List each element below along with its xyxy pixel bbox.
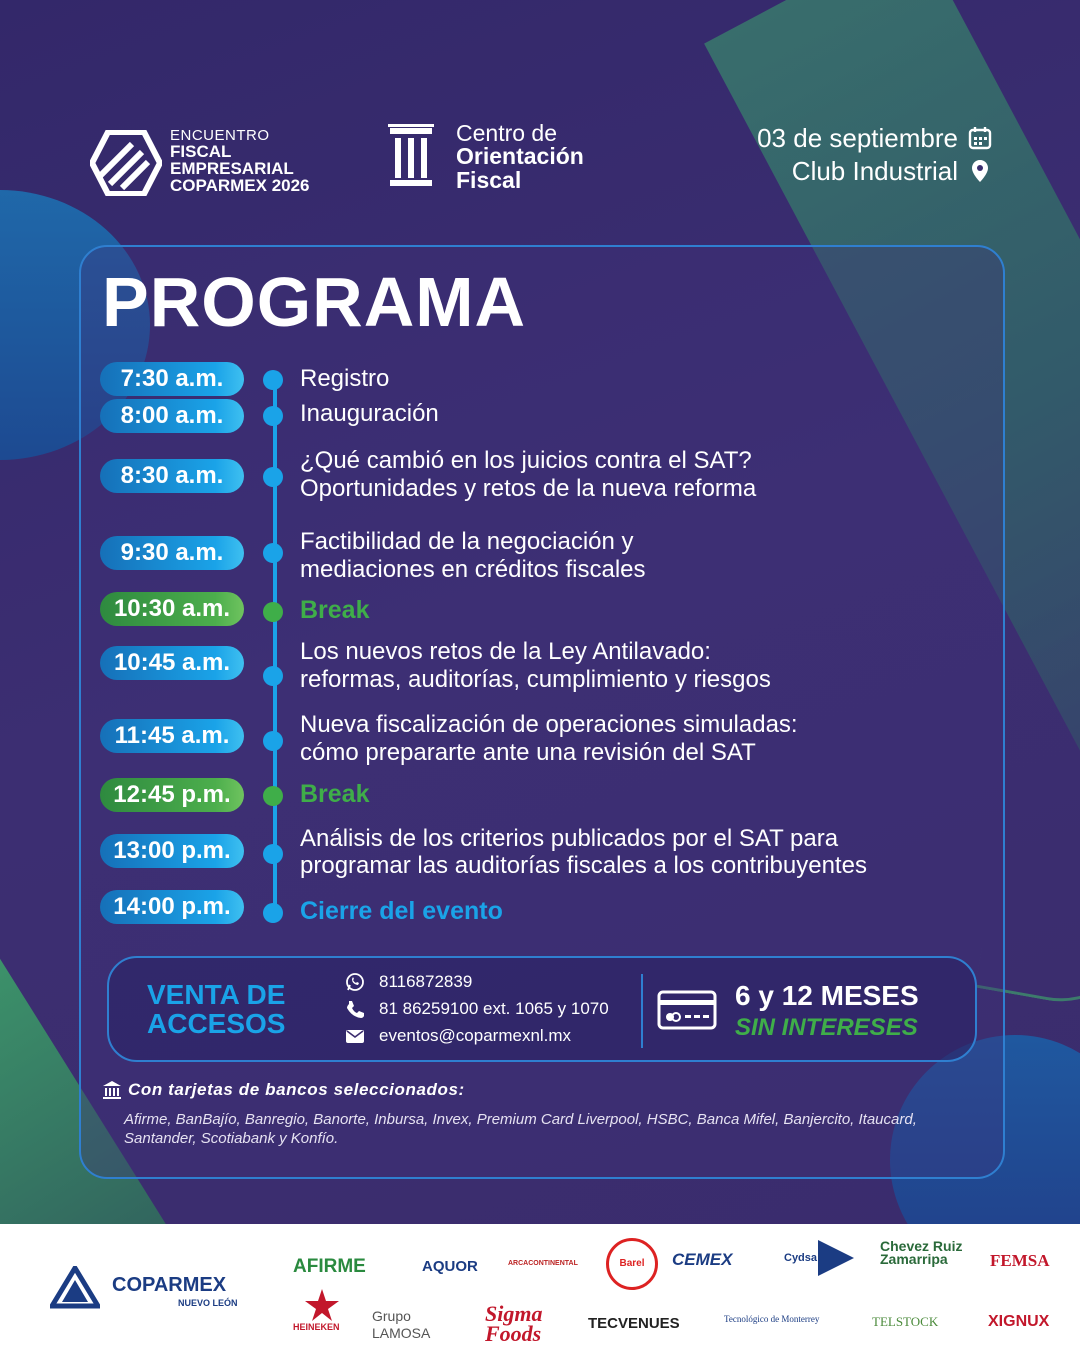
whatsapp-number[interactable]: 8116872839 <box>379 972 473 991</box>
cof-logo-line2: Orientación <box>456 143 584 170</box>
installments-no-interest: SIN INTERESES <box>735 1014 918 1041</box>
time-badge: 13:00 p.m. <box>100 834 244 868</box>
session-title: ¿Qué cambió en los juicios contra el SAT? <box>300 447 752 474</box>
time-badge: 7:30 a.m. <box>100 362 244 396</box>
sales-heading-line2: ACCESOS <box>147 1008 286 1039</box>
phone-number[interactable]: 81 86259100 ext. 1065 y 1070 <box>379 999 609 1018</box>
banks-heading <box>102 1080 465 1100</box>
cof-logo-line3: Fiscal <box>456 166 522 193</box>
event-logo-line4: COPARMEX 2026 <box>170 176 310 195</box>
event-logo-line1: ENCUENTRO <box>170 127 270 144</box>
session-title-line2: programar las auditorías fiscales a los contribuyentes <box>300 852 867 879</box>
sponsor-arca: ARCACONTINENTAL <box>508 1260 578 1267</box>
timeline-dot <box>263 467 283 487</box>
timeline-dot <box>263 406 283 426</box>
email-icon <box>345 1026 365 1046</box>
cof-logo <box>388 122 598 196</box>
time-badge: 10:30 a.m. <box>100 592 244 626</box>
divider <box>641 974 643 1048</box>
coparmex-sub: NUEVO LEÓN <box>178 1298 238 1308</box>
time-badge: 10:45 a.m. <box>100 646 244 680</box>
timeline-dot <box>263 903 283 923</box>
session-title-line2: Oportunidades y retos de la nueva reforma <box>300 475 757 502</box>
session-title: Break <box>300 780 370 808</box>
event-logo-icon <box>90 130 162 196</box>
event-date: 03 de septiembre <box>757 123 958 153</box>
coparmex-name: COPARMEX <box>112 1274 227 1296</box>
event-logo-line2: FISCAL <box>170 142 232 161</box>
timeline-dot <box>263 844 283 864</box>
heineken-star-icon <box>304 1288 340 1322</box>
session-title: Factibilidad de la negociación y <box>300 528 634 555</box>
session-title: Nueva fiscalización de operaciones simuladas: <box>300 711 798 738</box>
installments-months: 6 y 12 MESES <box>735 980 919 1011</box>
sponsor-sigma: Sigma Foods <box>485 1301 543 1346</box>
timeline-line <box>273 378 277 913</box>
time-badge: 14:00 p.m. <box>100 890 244 924</box>
time-badge: 8:00 a.m. <box>100 399 244 433</box>
ticket-sales-box <box>107 956 977 1062</box>
session-title: Registro <box>300 365 390 392</box>
event-logo-line3: EMPRESARIAL <box>170 159 294 178</box>
location-pin-icon <box>968 159 992 183</box>
phone-icon <box>345 999 365 1019</box>
session-title: Análisis de los criterios publicados por el SAT para <box>300 825 839 852</box>
session-title-line2: mediaciones en créditos fiscales <box>300 556 646 583</box>
sponsor-aquor: AQUOR <box>422 1258 478 1275</box>
email-address[interactable]: eventos@coparmexnl.mx <box>379 1026 572 1045</box>
calendar-icon <box>968 126 992 150</box>
bank-icon <box>102 1080 122 1100</box>
banks-list: Afirme, BanBajío, Banregio, Banorte, Inbursa, Invex, Premium Card Liverpool, HSBC, Banca Mifel, Banjercito, Itaucard, Santander, Scotiabank y Konfío. <box>124 1111 917 1147</box>
contact-list <box>345 968 609 1049</box>
sponsor-cydsa: Cydsa <box>784 1252 818 1264</box>
sponsor-xignux: XIGNUX <box>988 1313 1050 1330</box>
sponsor-heineken: HEINEKEN <box>293 1322 340 1332</box>
coparmex-logo <box>50 1264 250 1314</box>
cof-logo-line1: Centro de <box>456 120 558 146</box>
credit-card-icon <box>657 990 717 1030</box>
session-title: Break <box>300 596 370 624</box>
time-badge: 12:45 p.m. <box>100 778 244 812</box>
timeline-dot <box>263 786 283 806</box>
pillar-icon <box>388 124 434 188</box>
whatsapp-icon <box>345 972 365 992</box>
sponsor-footer <box>0 1224 1080 1350</box>
event-info <box>757 122 992 187</box>
coparmex-logo-icon <box>50 1266 100 1310</box>
banks-title: Con tarjetas de bancos seleccionados: <box>128 1080 465 1099</box>
header <box>90 120 992 210</box>
time-badge: 9:30 a.m. <box>100 536 244 570</box>
session-title: Cierre del evento <box>300 897 503 925</box>
cydsa-triangle-icon <box>816 1238 856 1278</box>
time-badge: 11:45 a.m. <box>100 719 244 753</box>
session-title-line2: cómo prepararte ante una revisión del SAT <box>300 739 756 766</box>
sponsor-telstock: TELSTOCK <box>872 1314 939 1329</box>
sponsor-femsa: FEMSA <box>990 1251 1050 1270</box>
page-title: PROGRAMA <box>102 263 527 341</box>
sales-heading-line1: VENTA DE <box>147 979 286 1010</box>
sponsor-afirme: AFIRME <box>293 1256 366 1277</box>
sales-heading <box>147 980 285 1038</box>
session-title: Inauguración <box>300 400 439 427</box>
session-title: Los nuevos retos de la Ley Antilavado: <box>300 638 711 665</box>
timeline-dot <box>263 731 283 751</box>
timeline-dot <box>263 602 283 622</box>
timeline-dot <box>263 543 283 563</box>
timeline-dot <box>263 666 283 686</box>
session-title-line2: reformas, auditorías, cumplimiento y riesgos <box>300 666 771 693</box>
time-badge: 8:30 a.m. <box>100 459 244 493</box>
sponsor-cemex: CEMEX <box>672 1250 733 1269</box>
event-logo <box>90 128 350 198</box>
sponsor-tec: Tecnológico de Monterrey <box>724 1314 820 1324</box>
event-venue: Club Industrial <box>791 155 958 186</box>
sponsor-tecvenues: TECVENUES <box>588 1315 680 1332</box>
timeline-dot <box>263 370 283 390</box>
sponsor-chevez: Chevez Ruiz Zamarripa <box>880 1238 963 1267</box>
sponsor-berel: Barel <box>606 1238 658 1290</box>
sponsor-lamosa: Grupo LAMOSA <box>372 1308 431 1341</box>
installments <box>735 980 919 1042</box>
